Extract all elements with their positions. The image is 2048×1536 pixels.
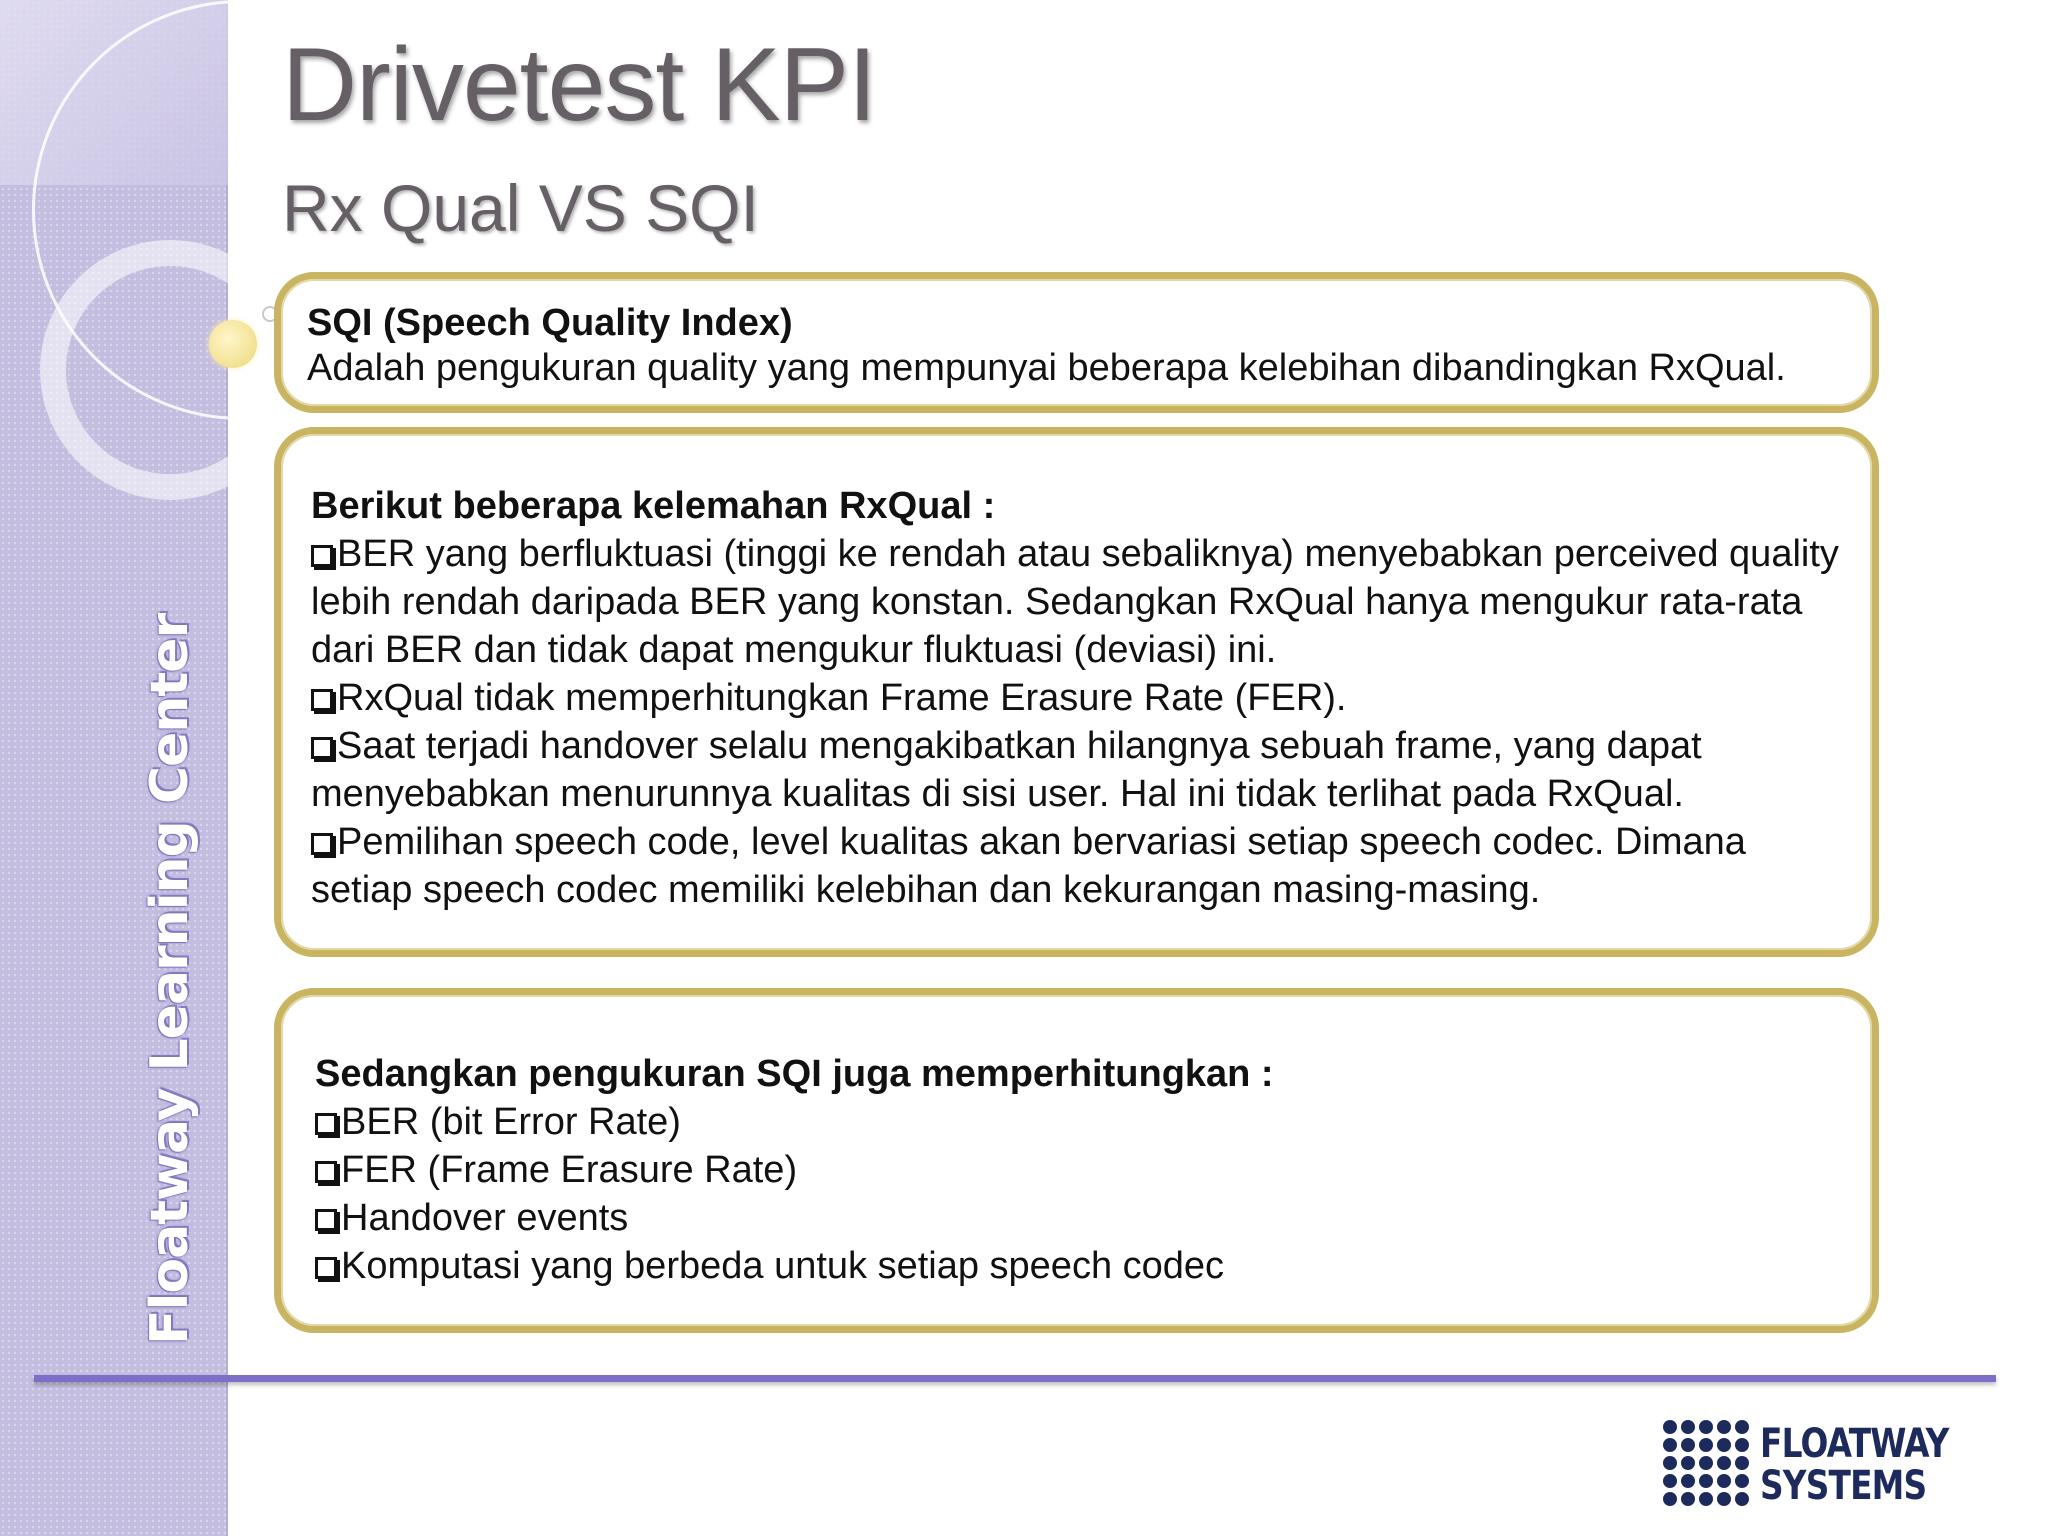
checkbox-bullet-icon (315, 1209, 337, 1231)
list-item-text: Pemilihan speech code, level kualitas akan bervariasi setiap speech codec. Dimana setiap speech codec memiliki kelebihan dan kekurangan masing-masing. (311, 821, 1746, 911)
sqi-measures-list (315, 1098, 1848, 1290)
logo-text-line2: SYSTEMS (1760, 1463, 1927, 1509)
footer-divider (34, 1375, 1996, 1382)
list-item (311, 674, 1848, 722)
list-item-text: Saat terjadi handover selalu mengakibatkan hilangnya sebuah frame, yang dapat menyebabkan menurunnya kualitas di sisi user. Hal ini tidak terlihat pada RxQual. (311, 725, 1702, 815)
checkbox-bullet-icon (311, 689, 333, 711)
decorative-glow-dot (209, 320, 257, 368)
checkbox-bullet-icon (311, 737, 333, 759)
logo-text-line1: FLOATWAY (1760, 1421, 1949, 1467)
logo-dots-icon (1660, 1417, 1754, 1511)
rxqual-weakness-box (274, 427, 1879, 957)
list-item (311, 818, 1848, 914)
sqi-definition-box (274, 272, 1879, 413)
list-item (315, 1146, 1848, 1194)
slide-title: Drivetest KPI (282, 27, 876, 143)
checkbox-bullet-icon (315, 1113, 337, 1135)
checkbox-bullet-icon (315, 1257, 337, 1279)
list-item (315, 1098, 1848, 1146)
rxqual-weakness-list (311, 530, 1848, 914)
list-item-text: BER (bit Error Rate) (341, 1101, 681, 1143)
slide-subtitle: Rx Qual VS SQI (282, 171, 759, 245)
list-item-text: FER (Frame Erasure Rate) (341, 1149, 798, 1191)
list-item (311, 722, 1848, 818)
sqi-definition-heading: SQI (Speech Quality Index) (307, 302, 793, 344)
checkbox-bullet-icon (315, 1161, 337, 1183)
checkbox-bullet-icon (311, 545, 333, 567)
checkbox-bullet-icon (311, 833, 333, 855)
sqi-measures-box (274, 988, 1879, 1333)
decorative-arcs (0, 0, 262, 520)
floatway-logo (1660, 1415, 1960, 1515)
list-item (315, 1194, 1848, 1242)
list-item-text: RxQual tidak memperhitungkan Frame Erasure Rate (FER). (337, 677, 1347, 719)
list-item-text: Komputasi yang berbeda untuk setiap speech codec (341, 1245, 1225, 1287)
list-item-text: Handover events (341, 1197, 629, 1239)
list-item-text: BER yang berfluktuasi (tinggi ke rendah atau sebaliknya) menyebabkan perceived quality lebih rendah daripada BER yang konstan. Sedangkan RxQual hanya mengukur rata-rata dari BER dan tidak dapat mengukur fluktuasi (deviasi) ini. (311, 533, 1839, 671)
sidebar-brand-text: Floatway Learning Center (140, 613, 200, 1345)
list-item (315, 1242, 1848, 1290)
sqi-measures-heading: Sedangkan pengukuran SQI juga memperhitungkan : (315, 1053, 1274, 1095)
sqi-definition-body: Adalah pengukuran quality yang mempunyai beberapa kelebihan dibandingkan RxQual. (307, 347, 1786, 389)
list-item (311, 530, 1848, 674)
rxqual-weakness-heading: Berikut beberapa kelemahan RxQual : (311, 485, 996, 527)
